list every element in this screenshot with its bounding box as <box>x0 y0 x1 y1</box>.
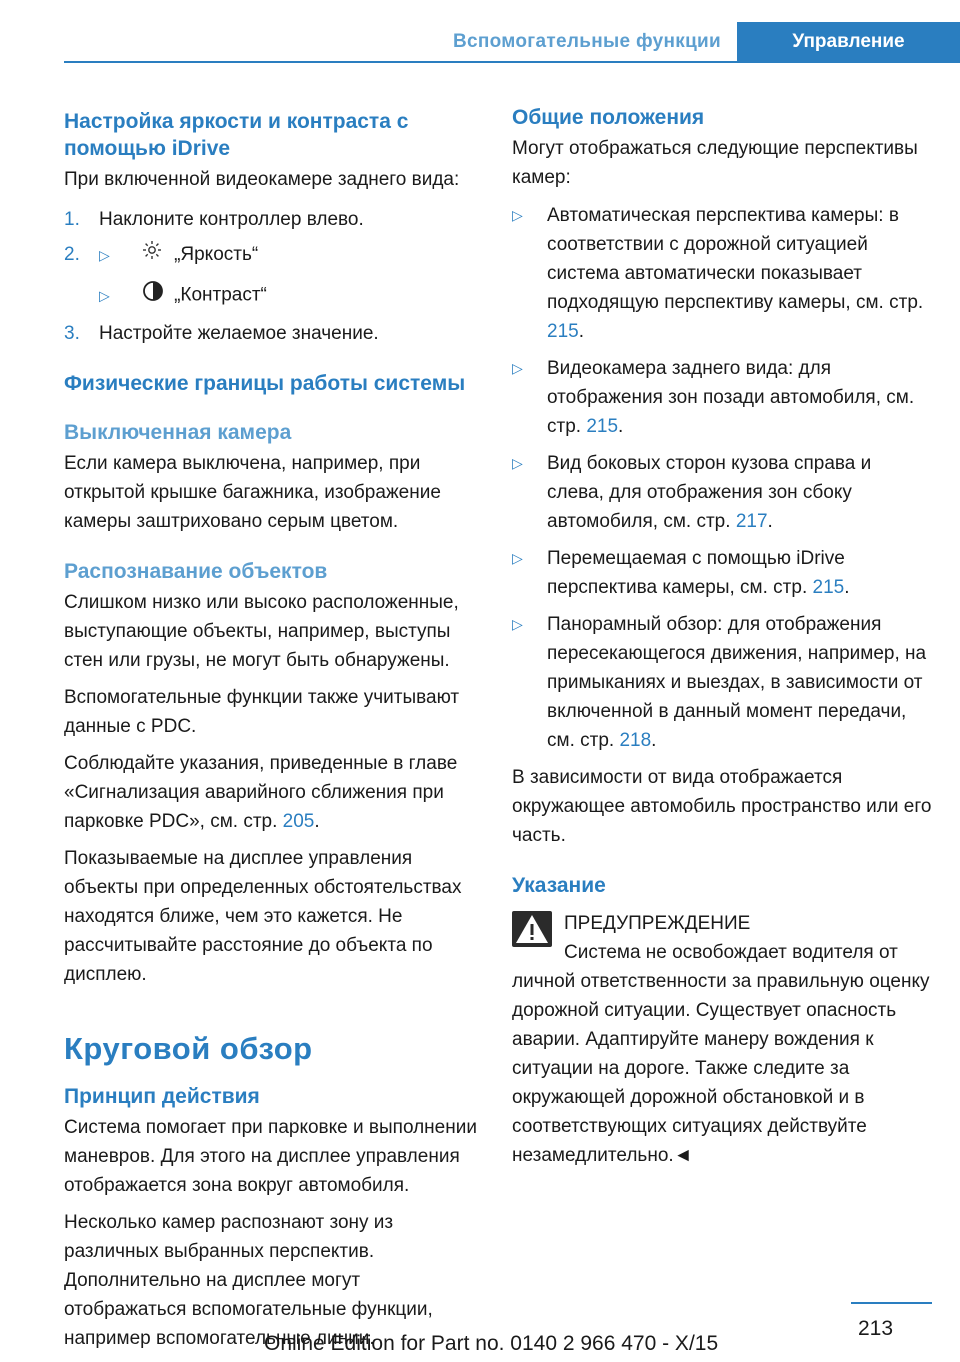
sub-brightness <box>99 240 480 270</box>
step-text: Настройте желаемое значение. <box>99 323 379 344</box>
page-number: 213 <box>858 1317 894 1340</box>
step-2 <box>64 240 480 311</box>
triangle-bullet-icon: ▷ <box>512 455 523 471</box>
heading-limits: Физические границы работы системы <box>64 372 466 395</box>
brightness-label: „Яркость“ <box>174 244 259 265</box>
step-1 <box>64 205 480 234</box>
recognition-text: Соблюдайте указания, приведенные в главе «Сигнализация аварийного сближения при парковке PDC», см. стр. <box>64 753 458 832</box>
heading-recognition: Распознавание объектов <box>64 560 328 583</box>
principle-paragraph-2: Несколько камер распознают зону из различных выбранных перспектив. Дополнительно на дисплее могут отображаться вспомогательные функции, например вспомогательные линии. <box>64 1212 433 1349</box>
step-number: 2. <box>64 244 80 265</box>
principle-paragraph-1: Система помогает при парковке и выполнении маневров. Для этого на дисплее управления отображается зона вокруг автомобиля. <box>64 1117 477 1196</box>
triangle-bullet-icon: ▷ <box>99 247 110 263</box>
page-link[interactable]: 205 <box>282 811 315 832</box>
step-number: 1. <box>64 209 80 230</box>
page-header <box>0 0 960 62</box>
edition-footer: Online Edition for Part no. 0140 2 966 470 - X/15 <box>264 1332 719 1355</box>
list-item-text: Вид боковых сторон кузова справа и слева, для отображения зон сбоку автомобиля, см. стр. <box>547 453 872 532</box>
sub-contrast <box>99 280 480 311</box>
recognition-paragraph-1: Слишком низко или высоко расположенные, выступающие объекты, например, выступы стен или грузы, не могут быть обнаружены. <box>64 592 459 671</box>
recognition-paragraph-2: Вспомогательные функции также учитывают данные с PDC. <box>64 687 460 737</box>
list-item-text: Перемещаемая с помощью iDrive перспектива камеры, см. стр. <box>547 548 845 598</box>
heading-surround-view: Круговой обзор <box>64 1031 313 1066</box>
section-title: Вспомогательные функции <box>452 31 722 52</box>
step-3 <box>64 319 480 348</box>
warning-block <box>512 909 932 1170</box>
list-item: ▷ Вид боковых сторон кузова справа и слева, для отображения зон сбоку автомобиля, см. стр. 217. <box>512 449 932 536</box>
left-column <box>64 96 480 1353</box>
general-paragraph: Могут отображаться следующие перспективы камер: <box>512 138 918 188</box>
triangle-bullet-icon: ▷ <box>512 550 523 566</box>
steps-list <box>64 205 480 348</box>
depends-paragraph: В зависимости от вида отображается окружающее автомобиль пространство или его часть. <box>512 767 932 846</box>
list-item-text: Автоматическая перспектива камеры: в соответствии с дорожной ситуацией система автоматически показывает подходящую перспективу камеры, см. стр. <box>547 205 924 313</box>
list-item: ▷ Панорамный обзор: для отображения пересекающегося движения, например, на примыканиях и выездах, в зависимости от включенной в данный момент передачи, см. стр. 218. <box>512 610 932 755</box>
list-item-text: Видеокамера заднего вида: для отображения зон позади автомобиля, см. стр. <box>547 358 915 437</box>
step-number: 3. <box>64 323 80 344</box>
contrast-icon <box>142 280 164 311</box>
perspectives-list <box>512 201 932 755</box>
triangle-bullet-icon: ▷ <box>512 616 523 632</box>
heading-principle: Принцип действия <box>64 1085 260 1108</box>
warning-icon <box>512 911 552 947</box>
list-item-text: Панорамный обзор: для отображения пересекающегося движения, например, на примыканиях и выездах, в зависимости от включенной в данный момент передачи, см. стр. <box>547 614 927 751</box>
footer-rule <box>851 1302 932 1304</box>
recognition-paragraph-4: Показываемые на дисплее управления объекты при определенных обстоятельствах находятся ближе, чем это кажется. Не рассчитывайте расстояние до объекта по дисплею. <box>64 848 462 985</box>
recognition-paragraph-3: Соблюдайте указания, приведенные в главе «Сигнализация аварийного сближения при парковке PDC», см. стр. 205. <box>64 753 458 832</box>
triangle-bullet-icon: ▷ <box>512 207 523 223</box>
warning-text: Система не освобождает водителя от личной ответственности за правильную оценку дорожной ситуации. Существует опасность аварии. Адаптируйте манеру вождения к ситуации на дороге. Также следите за окружающей дорожной обстановкой и в соответствующих ситуациях действуйте незамедлительно.◄ <box>512 942 930 1166</box>
contrast-label: „Контраст“ <box>174 284 267 306</box>
triangle-bullet-icon: ▷ <box>512 360 523 376</box>
right-column <box>512 96 932 1170</box>
page-link[interactable]: 215 <box>547 321 579 342</box>
heading-camera-off: Выключенная камера <box>64 421 292 444</box>
page-link[interactable]: 215 <box>812 577 845 598</box>
heading-general: Общие положения <box>512 106 705 129</box>
triangle-bullet-icon: ▷ <box>99 287 110 304</box>
page-link[interactable]: 215 <box>586 416 619 437</box>
list-item: ▷ Автоматическая перспектива камеры: в соответствии с дорожной ситуацией система автоматически показывает подходящую перспективу камеры, см. стр. 215. <box>512 201 932 346</box>
list-item: ▷ Перемещаемая с помощью iDrive перспектива камеры, см. стр. 215. <box>512 544 932 602</box>
step-text: Наклоните контроллер влево. <box>99 209 364 230</box>
chapter-tab[interactable]: Управление <box>737 22 960 61</box>
sun-icon <box>142 240 164 269</box>
intro-paragraph: При включенной видеокамере заднего вида: <box>64 169 460 190</box>
heading-note: Указание <box>512 874 606 897</box>
camera-off-paragraph: Если камера выключена, например, при открытой крышке багажника, изображение камеры заштриховано серым цветом. <box>64 453 441 532</box>
warning-title: ПРЕДУПРЕЖДЕНИЕ <box>564 913 751 934</box>
page-link[interactable]: 217 <box>735 511 768 532</box>
list-item: ▷ Видеокамера заднего вида: для отображения зон позади автомобиля, см. стр. 215. <box>512 354 932 441</box>
heading-brightness: Настройка яркости и контраста с помощью iDrive <box>64 110 409 160</box>
header-rule <box>64 61 960 63</box>
page-link[interactable]: 218 <box>619 730 652 751</box>
